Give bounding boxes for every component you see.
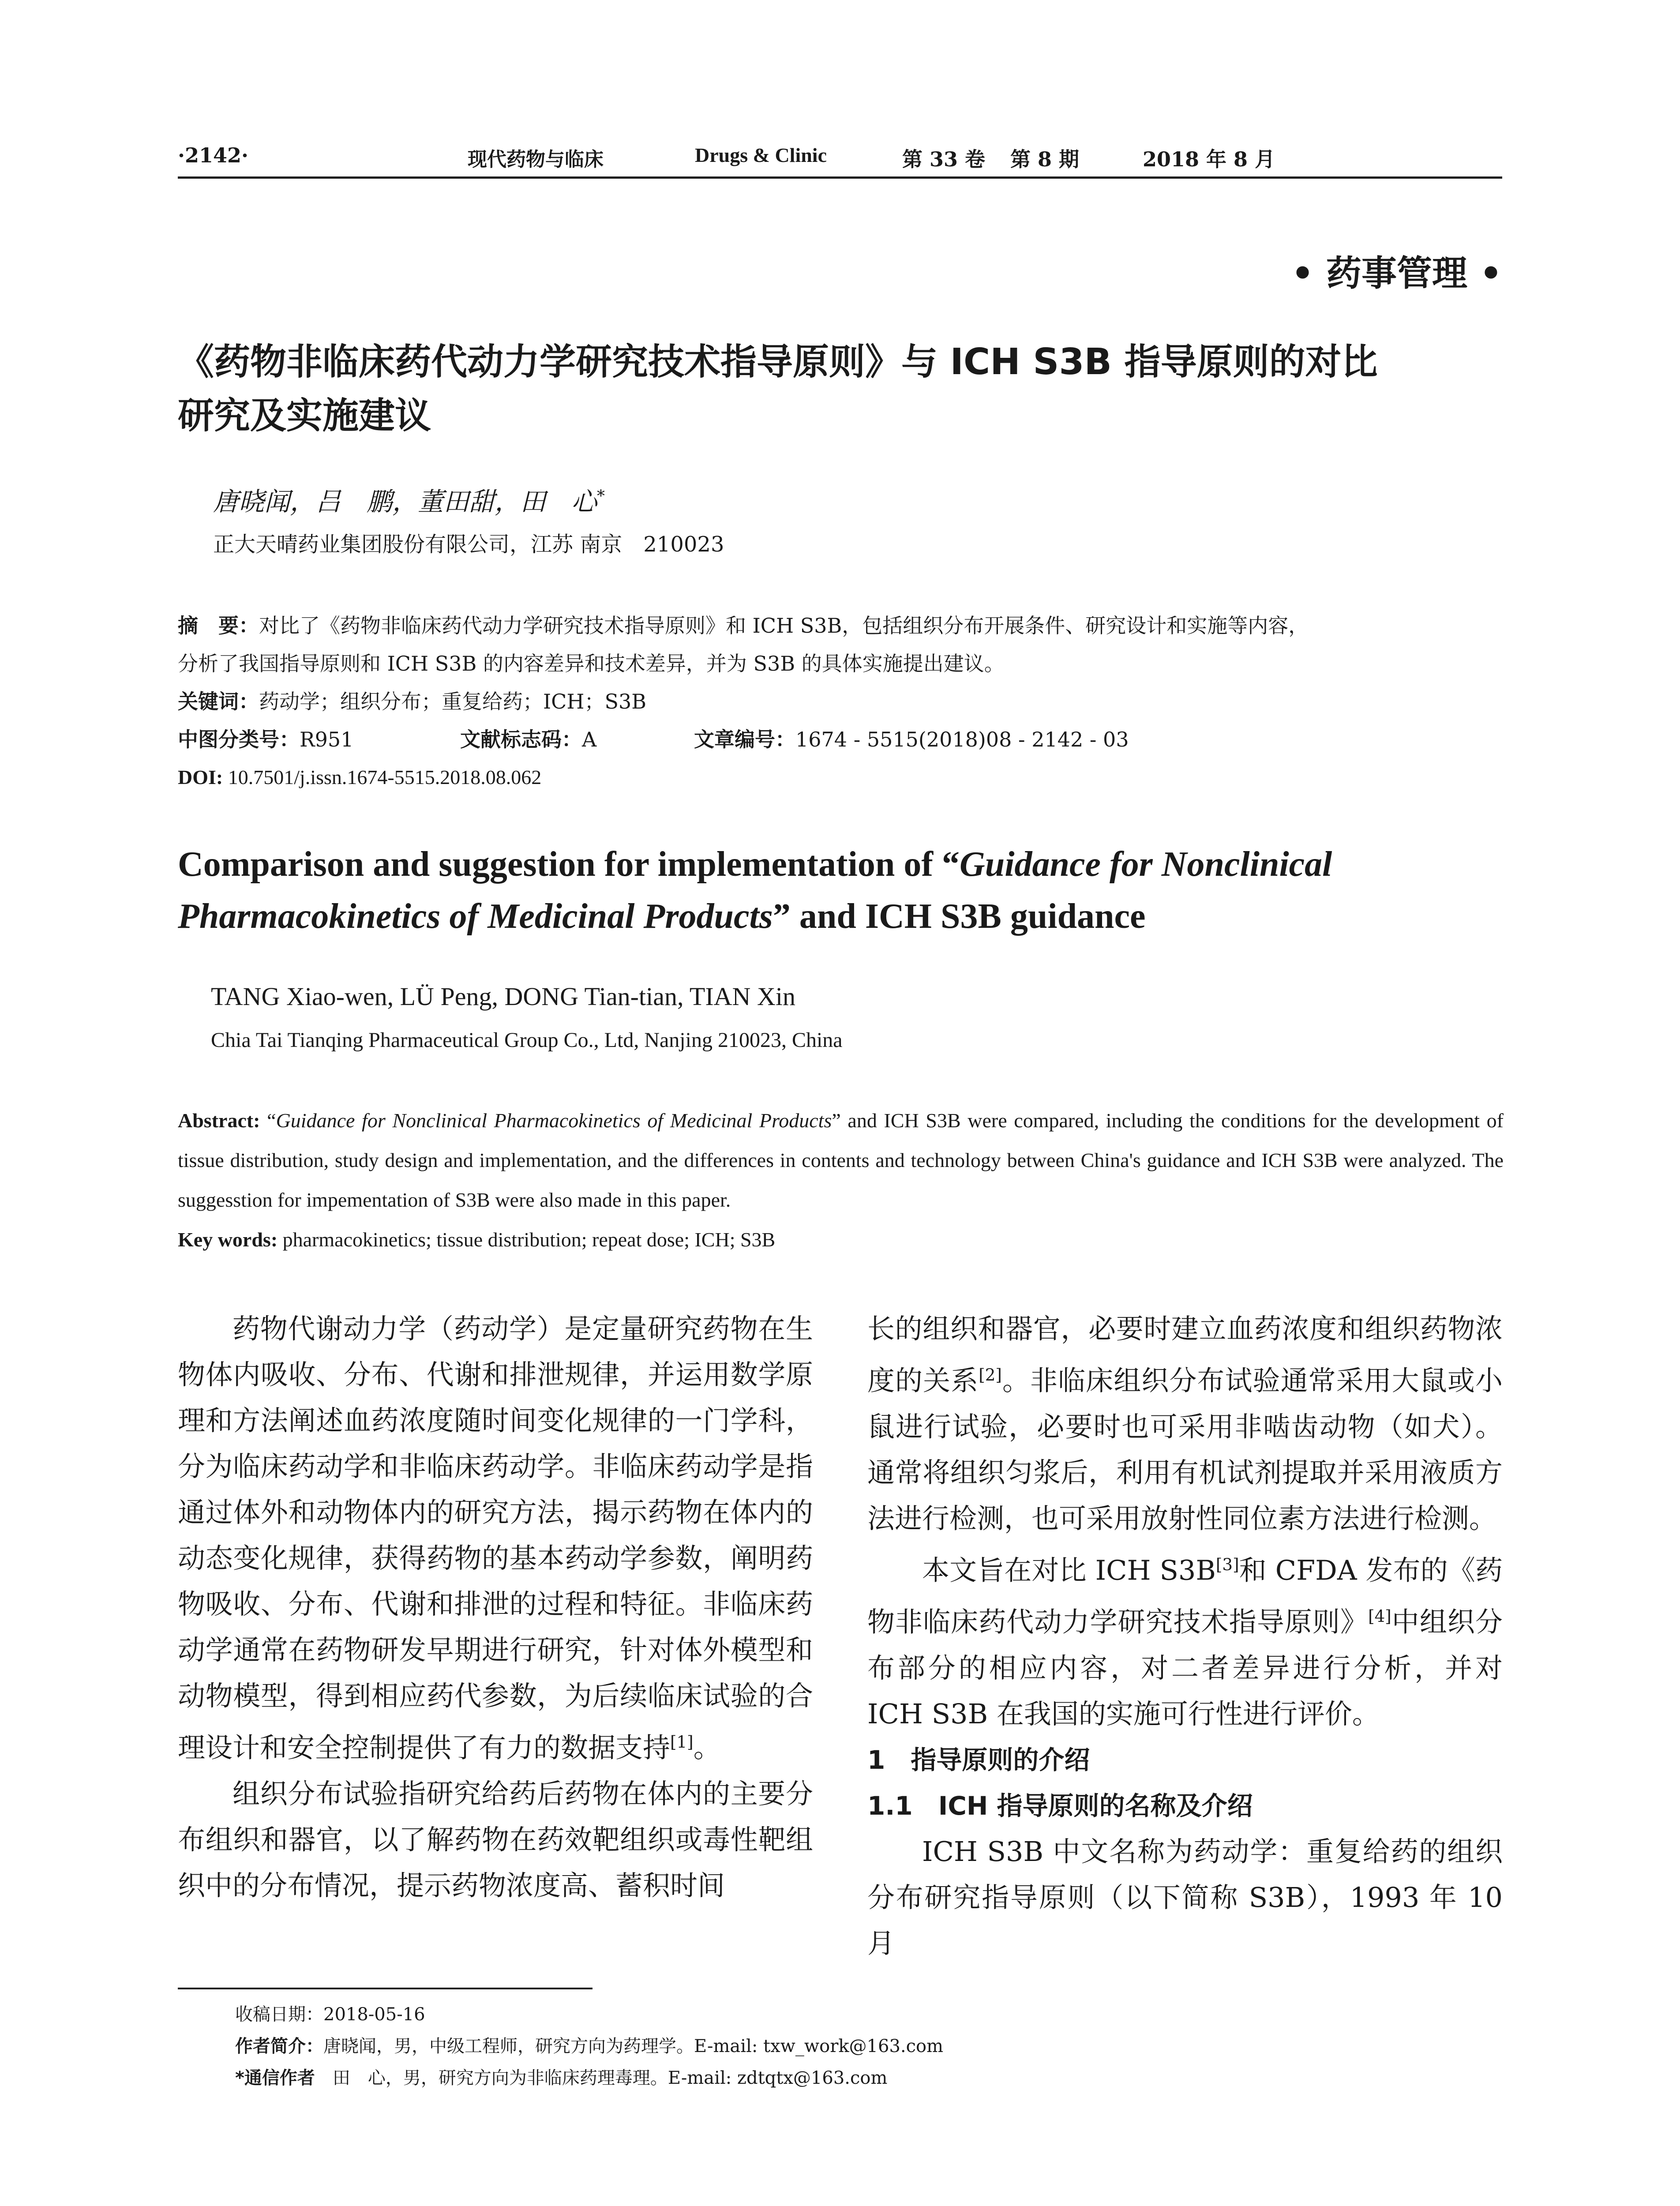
doc-code-value: A (582, 728, 597, 751)
journal-name-en: Drugs & Clinic (695, 144, 827, 166)
footnote-author (235, 2030, 943, 2062)
title-en (178, 838, 1506, 942)
abstract-cn (178, 607, 1506, 796)
reference-1[interactable]: [1] (670, 1732, 694, 1752)
doi-label: DOI: (178, 766, 223, 788)
abstract-cn-line-2: 分析了我国指导原则和 ICH S3B 的内容差异和技术差异，并为 S3B 的具体实施提出建议。 (178, 652, 1005, 675)
classification-row (178, 720, 1506, 758)
title-cn-line-1: 《药物非临床药代动力学研究技术指导原则》与 ICH S3B 指导原则的对比 (178, 341, 1378, 383)
abstract-en-text: ” and ICH S3B were compared, including the conditions for the development of tissue distribution, study design and implementation, and the differences in contents and technology between China's guidance and ICH S3B were analyzed. The suggesstion for impementation of S3B were also made in this paper. (178, 1109, 1504, 1211)
keywords-en-text: pharmacokinetics; tissue distribution; repeat dose; ICH; S3B (278, 1228, 776, 1251)
reference-2[interactable]: [2] (979, 1365, 1002, 1384)
footnote-corresponding-label: *通信作者 (235, 2068, 315, 2088)
abstract-en-label: Abstract: (178, 1109, 260, 1132)
doc-code-label: 文献标志码： (460, 728, 582, 751)
abstract-cn-label: 摘 要： (178, 614, 259, 638)
body-paragraph-3-a: 本文旨在对比 ICH S3B (922, 1554, 1216, 1587)
title-en-plain-1: Comparison and suggestion for implementation of “ (178, 845, 960, 884)
body-right-column (867, 1306, 1503, 1966)
body-left-column (178, 1306, 813, 1909)
clc-value: R951 (300, 728, 354, 751)
clc-label: 中图分类号： (178, 728, 300, 751)
article-number-value: 1674 - 5515(2018)08 - 2142 - 03 (795, 728, 1129, 751)
affiliation-en: Chia Tai Tianqing Pharmaceutical Group Co., Ltd, Nanjing 210023, China (211, 1028, 843, 1052)
header-rule (178, 176, 1502, 179)
journal-date: 2018 年 8 月 (1143, 147, 1275, 171)
keywords-cn-label: 关键词： (178, 690, 259, 713)
reference-3[interactable]: [3] (1215, 1554, 1239, 1574)
body-paragraph-1-text: 药物代谢动力学（药动学）是定量研究药物在生物体内吸收、分布、代谢和排泄规律，并运用数学原理和方法阐述血药浓度随时间变化规律的一门学科，分为临床药动学和非临床药动学。非临床药动学是指通过体外和动物体内的研究方法，揭示药物在体内的动态变化规律，获得药物的基本药动学参数，阐明药物吸收、分布、代谢和排泄的过程和特征。非临床药动学通常在药物研发早期进行研究，针对体外模型和动物模型，得到相应药代参数，为后续临床试验的合理设计和安全控制提供了有力的数据支持 (178, 1313, 813, 1764)
abstract-en-quote-open: “ (260, 1109, 276, 1132)
abstract-en (178, 1101, 1504, 1260)
footnote-corresponding (235, 2062, 887, 2094)
section-heading-1: 1 指导原则的介绍 (867, 1745, 1090, 1775)
journal-name-cn: 现代药物与临床 (468, 148, 604, 171)
authors-cn-text: 唐晓闻，吕 鹏，董田甜，田 心 (213, 487, 597, 517)
body-paragraph-3-c: 中组织分布部分的相应内容，对二者差异进行分析，并对 ICH S3B 在我国的实施可行性进行评价。 (867, 1606, 1503, 1730)
body-paragraph-1-end: 。 (693, 1731, 721, 1764)
body-paragraph-3 (867, 1542, 1503, 1737)
footnote-author-label: 作者简介： (235, 2036, 323, 2056)
body-paragraph-2-cont-text: 长的组织和器官，必要时建立血药浓度和组织药物浓度的关系 (867, 1313, 1503, 1397)
body-paragraph-1 (178, 1306, 813, 1771)
title-cn (178, 335, 1506, 443)
affiliation-cn: 正大天晴药业集团股份有限公司，江苏 南京 210023 (213, 532, 724, 557)
section-label: • 药事管理 • (1291, 252, 1502, 294)
authors-cn (213, 481, 605, 518)
title-cn-line-2: 研究及实施建议 (178, 395, 431, 437)
title-en-italic-2: Pharmacokinetics of Medicinal Products (178, 897, 773, 936)
footnote-rule (178, 1988, 592, 1989)
body-paragraph-2: 组织分布试验指研究给药后药物在体内的主要分布组织和器官，以了解药物在药效靶组织或毒性靶组织中的分布情况，提示药物浓度高、蓄积时间 (178, 1777, 813, 1902)
body-paragraph-2-cont-text-2: 。非临床组织分布试验通常采用大鼠或小鼠进行试验，必要时也可采用非啮齿动物（如犬）。通常将组织匀浆后，利用有机试剂提取并采用液质方法进行检测，也可采用放射性同位素方法进行检测。 (867, 1364, 1503, 1534)
title-en-plain-2: ” and ICH S3B guidance (772, 897, 1146, 936)
doi-value[interactable]: 10.7501/j.issn.1674-5515.2018.08.062 (228, 766, 542, 788)
corresponding-mark: * (597, 487, 605, 506)
keywords-cn-text: 药动学；组织分布；重复给药；ICH；S3B (259, 690, 647, 713)
body-paragraph-3-b: 和 CFDA 发布的《药物非临床药代动力学研究技术指导原则》 (867, 1554, 1503, 1638)
article-number-label: 文章编号： (694, 728, 795, 751)
abstract-cn-line-1: 对比了《药物非临床药代动力学研究技术指导原则》和 ICH S3B，包括组织分布开展条件、研究设计和实施等内容， (259, 614, 1309, 638)
journal-volume: 第 33 卷 (902, 147, 986, 171)
authors-en: TANG Xiao-wen, LÜ Peng, DONG Tian-tian, TIAN Xin (211, 982, 795, 1011)
footnote-received: 收稿日期：2018-05-16 (235, 2004, 425, 2025)
section-heading-1-1: 1.1 ICH 指导原则的名称及介绍 (867, 1790, 1253, 1821)
footnote-corresponding-info: 田 心，男，研究方向为非临床药理毒理。E-mail: zdtqtx@163.com (315, 2068, 888, 2088)
journal-issue: 第 8 期 (1010, 147, 1080, 171)
page-number: ·2142· (178, 143, 249, 167)
footnote-author-info: 唐晓闻，男，中级工程师，研究方向为药理学。E-mail: txw_work@163.com (323, 2036, 944, 2056)
body-paragraph-2-cont (867, 1306, 1503, 1542)
keywords-en-label: Key words: (178, 1228, 278, 1251)
abstract-en-italic: Guidance for Nonclinical Pharmacokinetics of Medicinal Products (276, 1109, 832, 1132)
reference-4[interactable]: [4] (1368, 1606, 1391, 1626)
title-en-italic-1: Guidance for Nonclinical (959, 845, 1332, 884)
body-paragraph-4: ICH S3B 中文名称为药动学：重复给药的组织分布研究指导原则（以下简称 S3B），1993 年 10 月 (867, 1835, 1503, 1959)
